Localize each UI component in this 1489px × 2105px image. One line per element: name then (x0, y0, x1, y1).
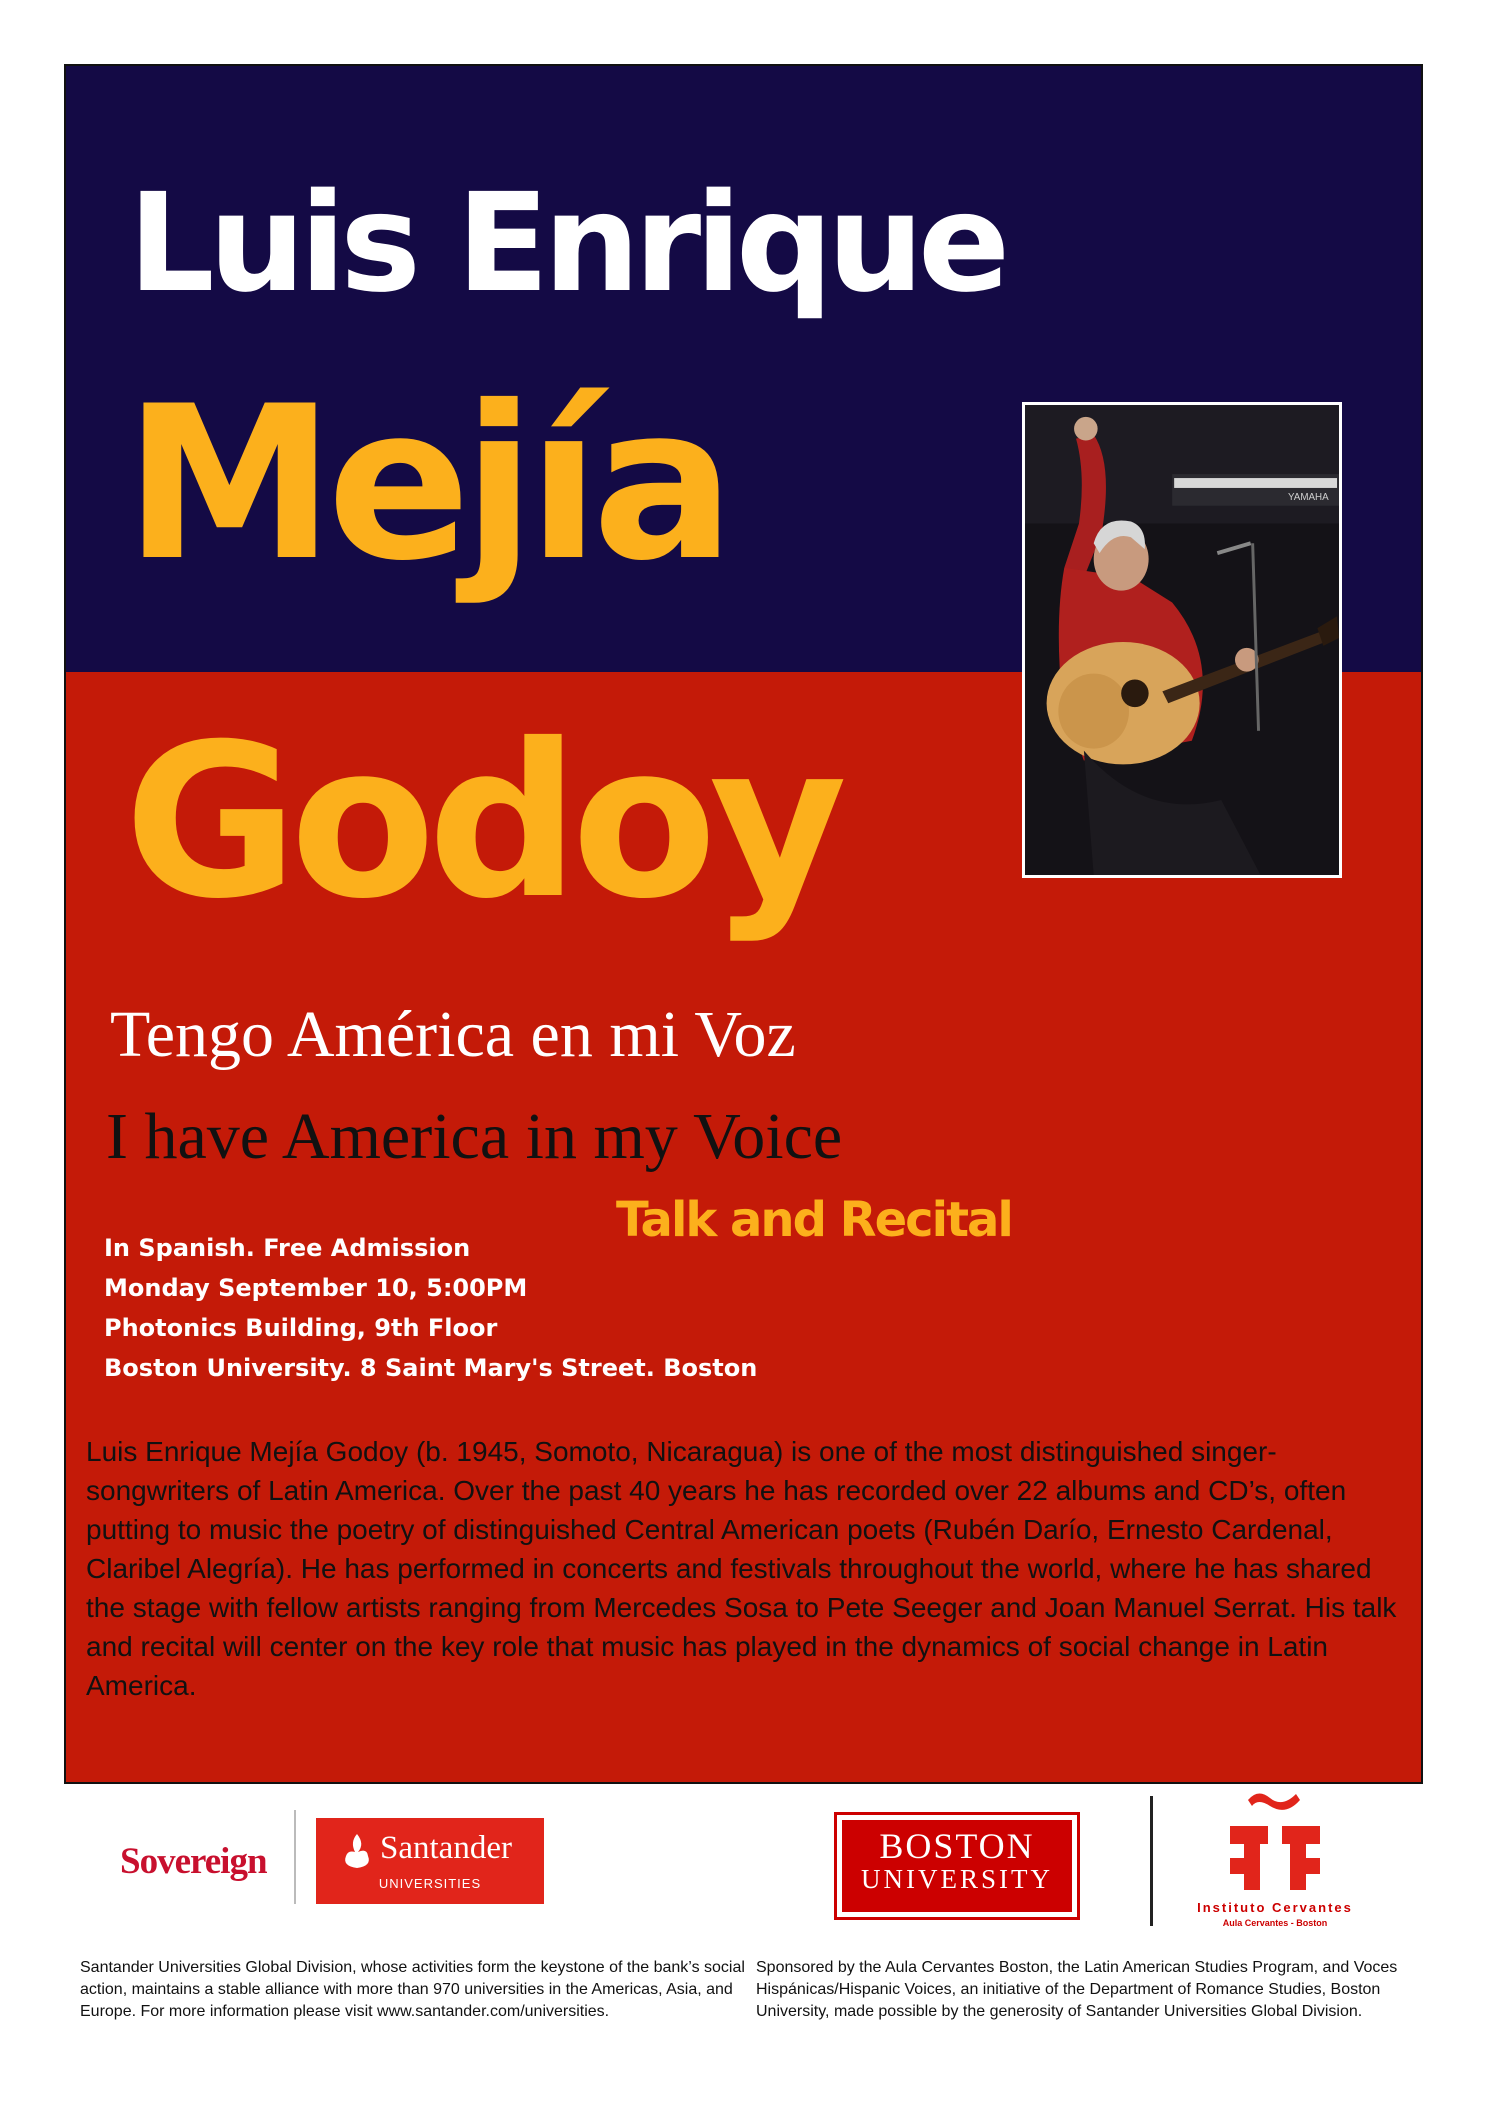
cervantes-name: Instituto Cervantes (1197, 1900, 1353, 1915)
tagline-english: I have America in my Voice (106, 1100, 843, 1173)
bio-text: (b. 1945, Somoto, Nicaragua) is one of the most distinguished singer-songwriters of Latin America. Over the past 40 years he has recorded over 22 albums and CD’s, often putting to music the poetry of distinguished Central American poets (Rubén Darío, Ernesto Cardenal, Claribel Alegría). He has performed in concerts and festivals throughout the world, where he has shared the stage with fellow artists ranging from Mercedes Sosa to Pete Seeger and Joan Manuel Serrat. His talk and recital will center on the key role that music has played in the dynamics of social change in Latin America. (86, 1436, 1397, 1701)
footer-santander-note: Santander Universities Global Division, whose activities form the keystone of the bank’s social action, maintains a stable alliance with more than 970 universities in the Americas, Asia, and Europe. For more information please visit www.santander.com/universities. (80, 1959, 745, 2020)
performer-bio (86, 1432, 1411, 1705)
boston-university-logo (834, 1812, 1080, 1920)
footer-sponsor-note: Sponsored by the Aula Cervantes Boston, the Latin American Studies Program, and Voces Hispánicas/Hispanic Voices, an initiative of the Department of Romance Studies, Boston University, made possible by the generosity of Santander Universities Global Division. (756, 1959, 1398, 2020)
performer-surname-2: Godoy (124, 698, 840, 945)
logo-divider (294, 1810, 296, 1904)
keyboard-brand: YAMAHA (1287, 491, 1329, 503)
performer-photo (1022, 402, 1342, 878)
instituto-cervantes-logo (1186, 1782, 1364, 1932)
bu-line-2: UNIVERSITY (861, 1864, 1053, 1894)
bio-performer-name: Luis Enrique Mejía Godoy (86, 1436, 409, 1467)
tagline-spanish: Tengo América en mi Voz (110, 998, 796, 1071)
santander-universities-logo (316, 1818, 544, 1904)
performer-photo-illustration (1025, 405, 1339, 875)
detail-address: Boston University. 8 Saint Mary's Street. Boston (104, 1354, 758, 1382)
performer-surname-1: Mejía (124, 360, 728, 607)
detail-date-time: Monday September 10, 5:00PM (104, 1274, 528, 1302)
santander-flame-icon (338, 1832, 376, 1870)
performer-first-names: Luis Enrique (128, 165, 1005, 323)
santander-name: Santander (380, 1830, 512, 1866)
cervantes-emblem-icon (1200, 1782, 1350, 1894)
cervantes-subtitle: Aula Cervantes - Boston (1222, 1918, 1328, 1928)
event-details (104, 1228, 757, 1388)
santander-subtitle: UNIVERSITIES (378, 1876, 482, 1891)
detail-building: Photonics Building, 9th Floor (104, 1314, 498, 1342)
event-type: Talk and Recital (616, 1192, 1012, 1248)
sovereign-logo: Sovereign (120, 1841, 267, 1882)
bu-line-1: BOSTON (879, 1826, 1035, 1866)
event-poster (64, 64, 1423, 1784)
detail-admission: In Spanish. Free Admission (104, 1234, 471, 1262)
logo-divider (1150, 1796, 1153, 1926)
